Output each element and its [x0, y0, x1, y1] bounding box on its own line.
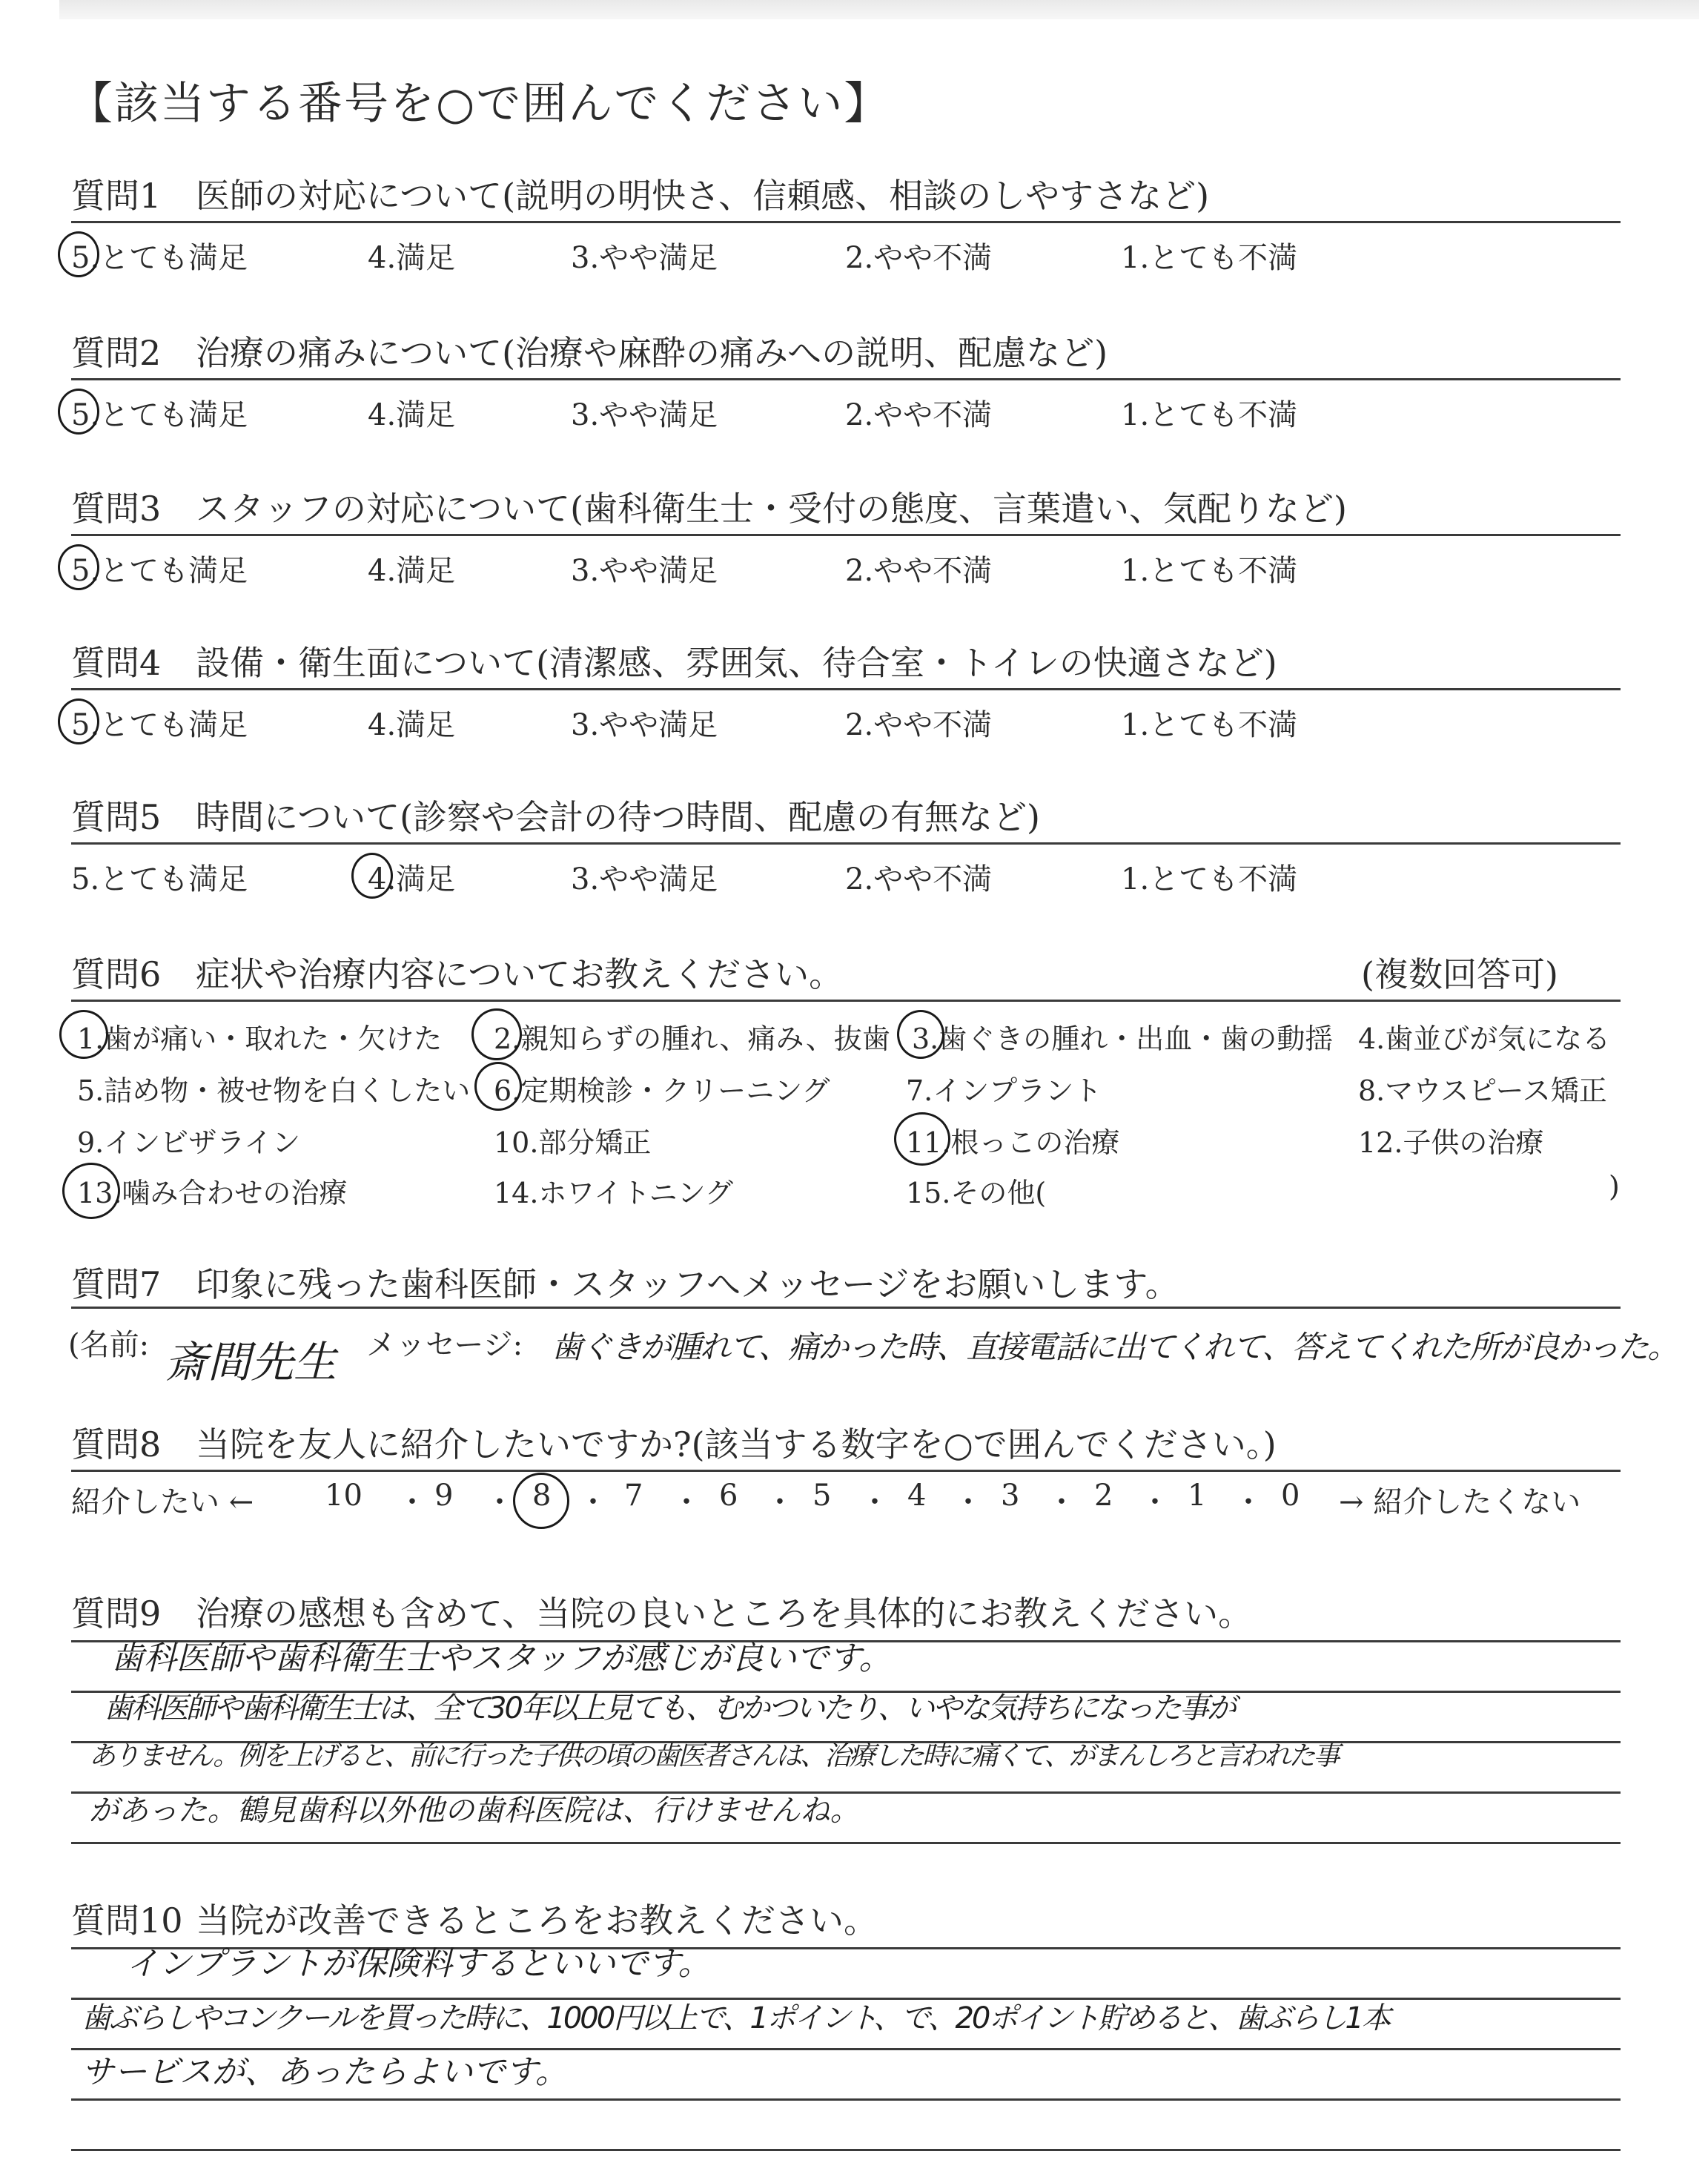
page-heading: 【該当する番号を○で囲んでください】	[68, 78, 890, 130]
q8-scale-9[interactable]: 9	[434, 1479, 454, 1513]
q3-option-2[interactable]: 2.やや不満	[845, 554, 993, 588]
q4-title	[71, 636, 1277, 685]
q6-circle-2	[471, 1008, 522, 1060]
q8-title	[71, 1418, 1277, 1467]
q8-dot-3: ・	[578, 1485, 608, 1519]
q6-title	[71, 948, 843, 997]
q1-title	[71, 169, 1209, 218]
q1-option-4[interactable]: 4.満足	[368, 241, 456, 275]
q8-dot-5: ・	[765, 1485, 795, 1519]
q9-answer-line-2[interactable]: 歯科医師や歯科衛生士は、全て30年以上見ても、むかついたり、いやな気持ちになった事が	[104, 1691, 1234, 1725]
q8-scale-6[interactable]: 6	[719, 1479, 738, 1513]
q8-dot-2: ・	[485, 1485, 514, 1519]
q2-rule	[71, 378, 1621, 380]
q5-option-2[interactable]: 2.やや不満	[845, 862, 993, 896]
q4-text: 設備・衛生面について(清潔感、雰囲気、待合室・トイレの快適さなど)	[196, 643, 1277, 683]
q4-selected-circle	[58, 698, 99, 744]
q2-text: 治療の痛みについて(治療や麻酔の痛みへの説明、配慮など)	[196, 333, 1108, 373]
q3-option-5[interactable]: 5.とても満足	[71, 554, 248, 588]
q5-text: 時間について(診察や会計の待つ時間、配慮の有無など)	[196, 797, 1040, 837]
q2-number: 質問2	[71, 333, 162, 373]
q10-answer-line-2[interactable]: 歯ぶらしやコンクールを買った時に、1000円以上で、1ポイント、で、20ポイント貯めると、歯ぶらし1本	[82, 2001, 1389, 2035]
q8-dot-7: ・	[953, 1485, 983, 1519]
q8-dot-4: ・	[672, 1485, 701, 1519]
q6-option-6[interactable]: 6.定期検診・クリーニング	[494, 1074, 830, 1107]
q8-dot-10: ・	[1234, 1485, 1263, 1519]
q10-title	[71, 1894, 878, 1943]
q9-answer-line-4[interactable]: があった。鶴見歯科以外他の歯科医院は、行けませんね。	[89, 1794, 860, 1828]
q5-option-1[interactable]: 1.とても不満	[1121, 862, 1298, 896]
q1-text: 医師の対応について(説明の明快さ、信頼感、相談のしやすさなど)	[196, 176, 1210, 216]
q8-text: 当院を友人に紹介したいですか?(該当する数字を○で囲んでください。)	[196, 1424, 1277, 1464]
q4-option-3[interactable]: 3.やや満足	[571, 708, 718, 742]
q10-rule-5	[71, 2149, 1621, 2151]
q7-name-label: (名前:	[68, 1328, 150, 1362]
q2-option-5[interactable]: 5.とても満足	[71, 398, 248, 432]
q6-option-11[interactable]: 11.根っこの治療	[906, 1126, 1120, 1159]
q5-option-5[interactable]: 5.とても満足	[71, 862, 248, 896]
q2-selected-circle	[58, 389, 99, 435]
q6-multiple-note: (複数回答可)	[1361, 954, 1558, 994]
q6-option-10[interactable]: 10.部分矯正	[494, 1126, 652, 1159]
q6-number: 質問6	[71, 954, 162, 994]
q3-number: 質問3	[71, 489, 162, 529]
q8-scale-1[interactable]: 1	[1188, 1479, 1207, 1513]
q4-number: 質問4	[71, 643, 162, 683]
q4-option-1[interactable]: 1.とても不満	[1121, 708, 1298, 742]
q2-option-3[interactable]: 3.やや満足	[571, 398, 718, 432]
q6-option-7[interactable]: 7.インプラント	[906, 1074, 1102, 1107]
q3-option-1[interactable]: 1.とても不満	[1121, 554, 1298, 588]
q8-selected-circle	[513, 1473, 569, 1529]
q8-dot-9: ・	[1140, 1485, 1170, 1519]
q8-scale-5[interactable]: 5	[812, 1479, 832, 1513]
q1-rule	[71, 221, 1621, 223]
q6-circle-13	[62, 1163, 120, 1219]
q7-name-handwritten[interactable]: 斎間先生	[165, 1337, 337, 1387]
q8-right-label: → 紹介したくない	[1339, 1485, 1581, 1519]
q8-scale-0[interactable]: 0	[1281, 1479, 1300, 1513]
q8-scale-10[interactable]: 10	[325, 1479, 363, 1513]
q4-rule	[71, 688, 1621, 690]
q8-number: 質問8	[71, 1424, 162, 1464]
q6-option-4[interactable]: 4.歯並びが気になる	[1358, 1023, 1611, 1055]
q4-option-2[interactable]: 2.やや不満	[845, 708, 993, 742]
q6-circle-3	[897, 1010, 944, 1059]
q6-option-13[interactable]: 13.噛み合わせの治療	[77, 1177, 348, 1209]
q3-option-4[interactable]: 4.満足	[368, 554, 456, 588]
q5-selected-circle	[351, 853, 393, 899]
q9-answer-line-1[interactable]: 歯科医師や歯科衛生士やスタッフが感じが良いです。	[111, 1639, 892, 1677]
q9-text: 治療の感想も含めて、当院の良いところを具体的にお教えください。	[196, 1593, 1253, 1634]
q5-title	[71, 790, 1040, 839]
q8-left-label: 紹介したい ←	[71, 1485, 254, 1519]
q2-title	[71, 326, 1108, 375]
q5-option-4[interactable]: 4.満足	[368, 862, 456, 896]
q8-dot-1: ・	[397, 1485, 427, 1519]
q7-rule	[71, 1307, 1621, 1309]
q6-option-8[interactable]: 8.マウスピース矯正	[1358, 1074, 1607, 1107]
q6-circle-11	[894, 1112, 950, 1166]
q6-option-5[interactable]: 5.詰め物・被せ物を白くしたい	[77, 1074, 471, 1107]
q9-title	[71, 1587, 1252, 1636]
q6-option-3[interactable]: 3.歯ぐきの腫れ・出血・歯の動揺	[912, 1023, 1334, 1055]
q8-dot-6: ・	[860, 1485, 890, 1519]
q8-scale-3[interactable]: 3	[1001, 1479, 1020, 1513]
q6-text: 症状や治療内容についてお教えください。	[196, 954, 844, 994]
q8-scale-8[interactable]: 8	[532, 1479, 552, 1513]
q7-text: 印象に残った歯科医師・スタッフへメッセージをお願いします。	[196, 1264, 1179, 1304]
q8-scale-2[interactable]: 2	[1094, 1479, 1113, 1513]
q1-number: 質問1	[71, 176, 162, 216]
q3-selected-circle	[58, 544, 99, 590]
q6-option-14[interactable]: 14.ホワイトニング	[494, 1177, 734, 1209]
q10-answer-line-3[interactable]: サービスが、あったらよいです。	[82, 2053, 569, 2091]
q6-rule	[71, 1000, 1621, 1002]
q10-text: 当院が改善できるところをお教えください。	[196, 1900, 878, 1941]
q2-option-2[interactable]: 2.やや不満	[845, 398, 993, 432]
q6-option-9[interactable]: 9.インビザライン	[77, 1126, 301, 1159]
q7-message-label: メッセージ:	[366, 1328, 523, 1362]
q8-scale-4[interactable]: 4	[907, 1479, 927, 1513]
q8-scale-7[interactable]: 7	[624, 1479, 643, 1513]
q7-message-handwritten[interactable]: 歯ぐきが腫れて、痛かった時、直接電話に出てくれて、答えてくれた所が良かった。	[552, 1329, 1678, 1365]
q10-number: 質問10	[71, 1900, 183, 1941]
q10-answer-line-1[interactable]: インプラントが保険料するといいです。	[126, 1945, 711, 1983]
q10-rule-4	[71, 2098, 1621, 2101]
q9-number: 質問9	[71, 1593, 162, 1634]
q5-rule	[71, 842, 1621, 845]
q1-option-1[interactable]: 1.とても不満	[1121, 241, 1298, 275]
q1-option-5[interactable]: 5.とても満足	[71, 241, 248, 275]
q9-rule-5	[71, 1842, 1621, 1844]
q8-dot-8: ・	[1047, 1485, 1076, 1519]
q3-rule	[71, 534, 1621, 536]
q5-option-3[interactable]: 3.やや満足	[571, 862, 718, 896]
q3-title	[71, 482, 1347, 531]
q2-option-1[interactable]: 1.とても不満	[1121, 398, 1298, 432]
q4-option-5[interactable]: 5.とても満足	[71, 708, 248, 742]
q6-option-12[interactable]: 12.子供の治療	[1358, 1126, 1544, 1159]
q1-selected-circle	[58, 231, 99, 277]
q1-option-3[interactable]: 3.やや満足	[571, 241, 718, 275]
q3-text: スタッフの対応について(歯科衛生士・受付の態度、言葉遣い、気配りなど)	[196, 489, 1347, 529]
q9-answer-line-3[interactable]: ありません。例を上げると、前に行った子供の頃の歯医者さんは、治療した時に痛くて、がまんしろと言われた事	[89, 1741, 1338, 1771]
q6-option-2[interactable]: 2.親知らずの腫れ、痛み、抜歯	[494, 1023, 890, 1055]
q5-number: 質問5	[71, 797, 162, 837]
q2-option-4[interactable]: 4.満足	[368, 398, 456, 432]
q7-title	[71, 1258, 1179, 1307]
q6-circle-6	[474, 1062, 522, 1111]
q1-option-2[interactable]: 2.やや不満	[845, 241, 993, 275]
q6-circle-1	[59, 1010, 108, 1059]
q7-number: 質問7	[71, 1264, 162, 1304]
q3-option-3[interactable]: 3.やや満足	[571, 554, 718, 588]
q8-rule	[71, 1470, 1621, 1472]
scan-top-edge	[59, 0, 1699, 19]
q4-option-4[interactable]: 4.満足	[368, 708, 456, 742]
q6-option-15[interactable]: 15.その他(	[906, 1177, 1047, 1209]
q6-option-15-close: )	[1609, 1170, 1620, 1203]
q6-option-1[interactable]: 1.歯が痛い・取れた・欠けた	[77, 1023, 443, 1055]
